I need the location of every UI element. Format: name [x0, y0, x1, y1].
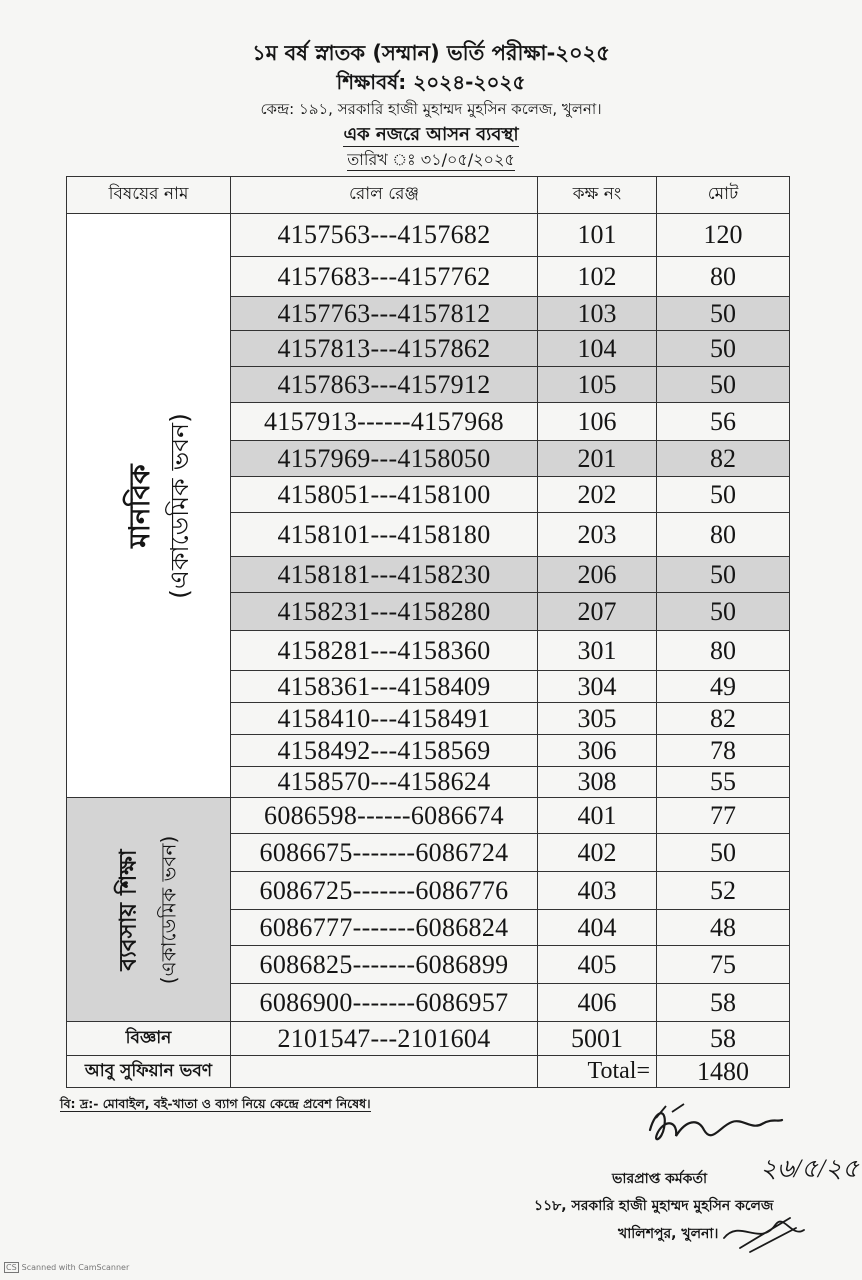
academic-session: শিক্ষাবর্ষ: ২০২৪-২০২৫ [336, 70, 526, 94]
subject-science: বিজ্ঞান [67, 1022, 231, 1056]
total-cell: 56 [657, 403, 790, 441]
total-cell: 80 [657, 631, 790, 671]
room-no-cell: 104 [538, 331, 657, 367]
roll-range-cell: 4158410---4158491 [231, 703, 538, 735]
table-row [67, 798, 790, 834]
seat-plan-table [66, 176, 790, 1088]
roll-range-cell: 6086777-------6086824 [231, 910, 538, 946]
grand-total-row [67, 1056, 790, 1088]
total-cell: 50 [657, 834, 790, 872]
exam-title: ১ম বর্ষ স্নাতক (সম্মান) ভর্তি পরীক্ষা-২০২৫ [252, 41, 610, 65]
total-cell: 48 [657, 910, 790, 946]
roll-range-cell: 4157563---4157682 [231, 214, 538, 257]
seat-plan-subtitle: এক নজরে আসন ব্যবস্থা [343, 124, 519, 145]
total-cell: 77 [657, 798, 790, 834]
room-no-cell: 102 [538, 257, 657, 297]
document-header [0, 38, 862, 172]
room-no-cell: 402 [538, 834, 657, 872]
total-cell: 82 [657, 441, 790, 477]
total-cell: 50 [657, 557, 790, 593]
room-no-cell: 202 [538, 477, 657, 513]
room-no-cell: 201 [538, 441, 657, 477]
room-no-cell: 305 [538, 703, 657, 735]
room-no-cell: 301 [538, 631, 657, 671]
total-cell: 50 [657, 477, 790, 513]
room-no-cell: 103 [538, 297, 657, 331]
total-cell: 49 [657, 671, 790, 703]
header-roll-range: রোল রেঞ্জ [231, 177, 538, 214]
roll-range-cell: 4157913------4157968 [231, 403, 538, 441]
room-no-cell: 106 [538, 403, 657, 441]
roll-range-cell: 4158181---4158230 [231, 557, 538, 593]
room-no-cell: 207 [538, 593, 657, 631]
room-no-cell: 203 [538, 513, 657, 557]
total-cell: 80 [657, 257, 790, 297]
roll-range-cell: 6086725-------6086776 [231, 872, 538, 910]
table-body [67, 214, 790, 1088]
total-cell: 50 [657, 593, 790, 631]
roll-range-cell: 4157863---4157912 [231, 367, 538, 403]
roll-range-cell: 4158101---4158180 [231, 513, 538, 557]
roll-range-cell: 2101547---2101604 [231, 1022, 538, 1056]
roll-range-cell: 6086900-------6086957 [231, 984, 538, 1022]
scanner-watermark [4, 1262, 129, 1273]
room-no-cell: 304 [538, 671, 657, 703]
total-cell: 50 [657, 367, 790, 403]
subject-name: মানবিক [122, 463, 156, 548]
room-no-cell: 403 [538, 872, 657, 910]
subject-vertical-label [109, 835, 189, 984]
room-no-cell: 404 [538, 910, 657, 946]
roll-range-cell: 4158281---4158360 [231, 631, 538, 671]
signature-date: ২৬/৫/২৫ [760, 1154, 859, 1183]
officer-title: ভারপ্রাপ্ত কর্মকর্তা [612, 1171, 708, 1187]
subject-building: (একাডেমিক ভবন) [164, 412, 194, 599]
roll-range-cell: 4158051---4158100 [231, 477, 538, 513]
total-cell: 50 [657, 331, 790, 367]
total-cell: 58 [657, 984, 790, 1022]
subject-name: ব্যবসায় শিক্ষা [115, 848, 142, 971]
roll-range-cell: 4158570---4158624 [231, 767, 538, 798]
roll-range-cell: 6086598------6086674 [231, 798, 538, 834]
roll-range-cell: 4158361---4158409 [231, 671, 538, 703]
roll-range-cell: 4157969---4158050 [231, 441, 538, 477]
table-row [67, 1022, 790, 1056]
camscanner-logo: CS [6, 1263, 17, 1272]
room-no-cell: 405 [538, 946, 657, 984]
total-cell: 75 [657, 946, 790, 984]
roll-range-cell: 4157683---4157762 [231, 257, 538, 297]
science-building: আবু সুফিয়ান ভবণ [67, 1056, 231, 1088]
room-no-cell: 306 [538, 735, 657, 767]
roll-range-cell: 6086825-------6086899 [231, 946, 538, 984]
total-cell: 78 [657, 735, 790, 767]
total-cell: 82 [657, 703, 790, 735]
subject-cell-1 [67, 798, 231, 1022]
room-no-cell: 401 [538, 798, 657, 834]
room-no-cell: 308 [538, 767, 657, 798]
header-room-no: কক্ষ নং [538, 177, 657, 214]
roll-range-cell: 4157763---4157812 [231, 297, 538, 331]
roll-range-cell: 4158231---4158280 [231, 593, 538, 631]
roll-range-cell: 4158492---4158569 [231, 735, 538, 767]
exam-date: তারিখ ঃ ৩১/০৫/২০২৫ [347, 150, 515, 169]
room-no-cell: 206 [538, 557, 657, 593]
total-cell: 58 [657, 1022, 790, 1056]
total-cell: 50 [657, 297, 790, 331]
officer-institution: ১১৮, সরকারি হাজী মুহাম্মদ মুহসিন কলেজ [534, 1198, 774, 1214]
grand-total-value: 1480 [657, 1056, 790, 1088]
officer-address: খালিশপুর, খুলনা। [618, 1226, 719, 1242]
total-cell: 80 [657, 513, 790, 557]
room-no-cell: 101 [538, 214, 657, 257]
table-row [67, 214, 790, 257]
subject-building: (একাডেমিক ভবন) [156, 835, 181, 984]
roll-range-cell: 6086675-------6086724 [231, 834, 538, 872]
room-no-cell: 5001 [538, 1022, 657, 1056]
header-subject: বিষয়ের নাম [67, 177, 231, 214]
scanner-text: Scanned with CamScanner [21, 1263, 130, 1272]
subject-vertical-label [120, 413, 200, 599]
roll-range-cell: 4157813---4157862 [231, 331, 538, 367]
empty-cell [231, 1056, 538, 1088]
notice-footnote: বি: দ্র:- মোবাইল, বই-খাতা ও ব্যাগ নিয়ে কেন্দ্রে প্রবেশ নিষেধ। [60, 1096, 371, 1111]
subject-cell-0 [67, 214, 231, 798]
total-cell: 52 [657, 872, 790, 910]
total-cell: 55 [657, 767, 790, 798]
room-no-cell: 406 [538, 984, 657, 1022]
total-label: Total= [538, 1056, 657, 1088]
exam-center: কেন্দ্র: ১৯১, সরকারি হাজী মুহাম্মদ মুহসিন কলেজ, খুলনা। [260, 100, 602, 118]
total-cell: 120 [657, 214, 790, 257]
room-no-cell: 105 [538, 367, 657, 403]
table-header-row [67, 177, 790, 214]
header-total: মোট [657, 177, 790, 214]
